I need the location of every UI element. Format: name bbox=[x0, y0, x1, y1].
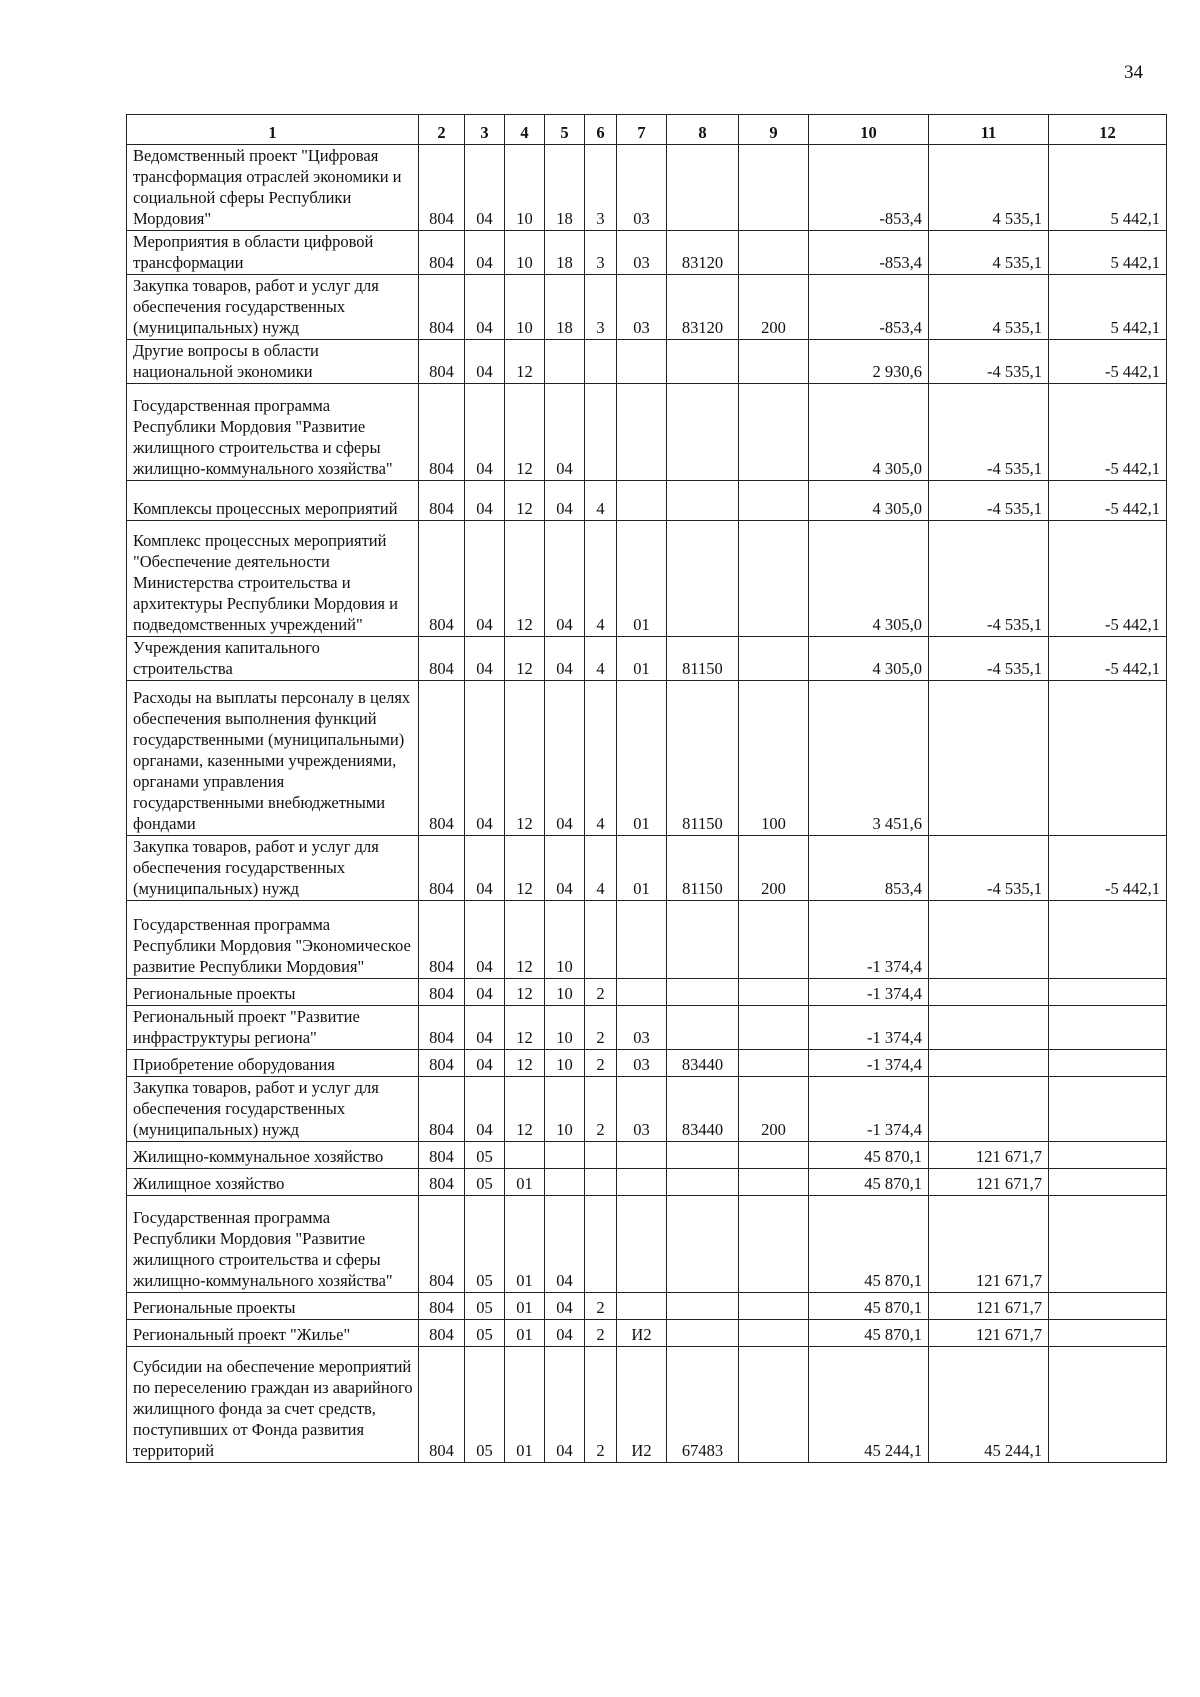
col-2-cell: 804 bbox=[419, 836, 465, 901]
col-10-cell: -1 374,4 bbox=[809, 1006, 929, 1050]
col-3-cell: 04 bbox=[465, 681, 505, 836]
col-10-cell: -1 374,4 bbox=[809, 1077, 929, 1142]
col-4-cell: 12 bbox=[505, 481, 545, 521]
col-10-cell: 4 305,0 bbox=[809, 521, 929, 637]
col-10-cell: 45 870,1 bbox=[809, 1142, 929, 1169]
col-2-cell: 804 bbox=[419, 1347, 465, 1463]
col-4-cell: 10 bbox=[505, 275, 545, 340]
table-row bbox=[127, 384, 1167, 481]
col-11-cell bbox=[929, 1006, 1049, 1050]
col-9-cell bbox=[739, 1169, 809, 1196]
col-11-cell bbox=[929, 901, 1049, 979]
col-8-cell: 83120 bbox=[667, 231, 739, 275]
col-2-cell: 804 bbox=[419, 481, 465, 521]
col-6-cell: 2 bbox=[585, 1077, 617, 1142]
col-9-cell bbox=[739, 481, 809, 521]
col-4-cell: 12 bbox=[505, 521, 545, 637]
col-4-cell: 12 bbox=[505, 681, 545, 836]
col-3-cell: 04 bbox=[465, 979, 505, 1006]
col-9-cell bbox=[739, 1006, 809, 1050]
col-2-cell: 804 bbox=[419, 901, 465, 979]
budget-table bbox=[126, 114, 1167, 1463]
table-row bbox=[127, 637, 1167, 681]
col-7-cell: 03 bbox=[617, 275, 667, 340]
column-header-10: 10 bbox=[809, 115, 929, 145]
col-10-cell: -1 374,4 bbox=[809, 901, 929, 979]
col-7-cell: 03 bbox=[617, 1050, 667, 1077]
col-2-cell: 804 bbox=[419, 1006, 465, 1050]
col-9-cell bbox=[739, 231, 809, 275]
col-8-cell bbox=[667, 901, 739, 979]
col-9-cell bbox=[739, 979, 809, 1006]
col-3-cell: 04 bbox=[465, 521, 505, 637]
col-5-cell: 04 bbox=[545, 1293, 585, 1320]
col-4-cell: 12 bbox=[505, 384, 545, 481]
col-5-cell: 18 bbox=[545, 275, 585, 340]
col-9-cell bbox=[739, 1142, 809, 1169]
col-6-cell bbox=[585, 901, 617, 979]
col-12-cell bbox=[1049, 1006, 1167, 1050]
col-11-cell: 121 671,7 bbox=[929, 1196, 1049, 1293]
table-row bbox=[127, 979, 1167, 1006]
col-7-cell bbox=[617, 481, 667, 521]
col-10-cell: 45 244,1 bbox=[809, 1347, 929, 1463]
header-row bbox=[127, 115, 1167, 145]
col-3-cell: 05 bbox=[465, 1320, 505, 1347]
col-9-cell bbox=[739, 1347, 809, 1463]
col-12-cell bbox=[1049, 1196, 1167, 1293]
table-row bbox=[127, 1347, 1167, 1463]
col-3-cell: 05 bbox=[465, 1293, 505, 1320]
col-12-cell bbox=[1049, 1050, 1167, 1077]
col-7-cell bbox=[617, 1169, 667, 1196]
col-8-cell: 81150 bbox=[667, 836, 739, 901]
col-11-cell: -4 535,1 bbox=[929, 521, 1049, 637]
col-3-cell: 04 bbox=[465, 275, 505, 340]
col-12-cell bbox=[1049, 1169, 1167, 1196]
col-3-cell: 04 bbox=[465, 1050, 505, 1077]
col-7-cell: И2 bbox=[617, 1347, 667, 1463]
col-12-cell bbox=[1049, 1293, 1167, 1320]
table-row bbox=[127, 1006, 1167, 1050]
col-4-cell: 12 bbox=[505, 836, 545, 901]
col-3-cell: 04 bbox=[465, 1006, 505, 1050]
table-row bbox=[127, 1196, 1167, 1293]
col-3-cell: 05 bbox=[465, 1196, 505, 1293]
col-10-cell: 45 870,1 bbox=[809, 1196, 929, 1293]
col-9-cell bbox=[739, 1293, 809, 1320]
col-10-cell: 853,4 bbox=[809, 836, 929, 901]
col-3-cell: 04 bbox=[465, 340, 505, 384]
item-name-cell: Региональный проект "Развитие инфраструктуры региона" bbox=[127, 1006, 419, 1050]
col-11-cell: -4 535,1 bbox=[929, 836, 1049, 901]
col-10-cell: 4 305,0 bbox=[809, 637, 929, 681]
col-5-cell: 04 bbox=[545, 1320, 585, 1347]
col-2-cell: 804 bbox=[419, 1293, 465, 1320]
table-row bbox=[127, 481, 1167, 521]
col-2-cell: 804 bbox=[419, 384, 465, 481]
col-6-cell: 4 bbox=[585, 836, 617, 901]
col-5-cell: 04 bbox=[545, 384, 585, 481]
column-header-4: 4 bbox=[505, 115, 545, 145]
col-2-cell: 804 bbox=[419, 1077, 465, 1142]
col-2-cell: 804 bbox=[419, 1320, 465, 1347]
col-5-cell: 10 bbox=[545, 1050, 585, 1077]
item-name-cell: Государственная программа Республики Мордовия "Развитие жилищного строительства и сферы жилищно-коммунального хозяйства" bbox=[127, 384, 419, 481]
item-name-cell: Ведомственный проект "Цифровая трансформация отраслей экономики и социальной сферы Республики Мордовия" bbox=[127, 145, 419, 231]
col-4-cell: 12 bbox=[505, 340, 545, 384]
col-11-cell bbox=[929, 681, 1049, 836]
col-8-cell bbox=[667, 1196, 739, 1293]
table-row bbox=[127, 1320, 1167, 1347]
col-3-cell: 04 bbox=[465, 384, 505, 481]
col-5-cell: 04 bbox=[545, 481, 585, 521]
col-2-cell: 804 bbox=[419, 275, 465, 340]
col-7-cell bbox=[617, 901, 667, 979]
col-11-cell bbox=[929, 1050, 1049, 1077]
col-3-cell: 04 bbox=[465, 836, 505, 901]
col-4-cell: 01 bbox=[505, 1347, 545, 1463]
col-8-cell: 83440 bbox=[667, 1050, 739, 1077]
table-row bbox=[127, 521, 1167, 637]
col-6-cell: 2 bbox=[585, 1347, 617, 1463]
col-9-cell bbox=[739, 145, 809, 231]
col-2-cell: 804 bbox=[419, 1196, 465, 1293]
col-8-cell bbox=[667, 1293, 739, 1320]
col-8-cell bbox=[667, 521, 739, 637]
col-5-cell: 18 bbox=[545, 231, 585, 275]
col-11-cell: -4 535,1 bbox=[929, 340, 1049, 384]
col-9-cell bbox=[739, 1050, 809, 1077]
col-10-cell: -1 374,4 bbox=[809, 1050, 929, 1077]
col-3-cell: 04 bbox=[465, 145, 505, 231]
col-10-cell: 4 305,0 bbox=[809, 384, 929, 481]
col-12-cell: 5 442,1 bbox=[1049, 231, 1167, 275]
table-row bbox=[127, 836, 1167, 901]
table-row bbox=[127, 681, 1167, 836]
col-4-cell: 12 bbox=[505, 979, 545, 1006]
col-4-cell: 01 bbox=[505, 1196, 545, 1293]
col-11-cell: 45 244,1 bbox=[929, 1347, 1049, 1463]
col-4-cell: 01 bbox=[505, 1320, 545, 1347]
col-7-cell: 03 bbox=[617, 231, 667, 275]
col-8-cell: 83120 bbox=[667, 275, 739, 340]
col-5-cell: 10 bbox=[545, 1077, 585, 1142]
col-5-cell: 10 bbox=[545, 1006, 585, 1050]
col-2-cell: 804 bbox=[419, 1050, 465, 1077]
page-number: 34 bbox=[1124, 62, 1143, 83]
col-8-cell: 81150 bbox=[667, 637, 739, 681]
table-row bbox=[127, 1050, 1167, 1077]
column-header-7: 7 bbox=[617, 115, 667, 145]
col-5-cell: 04 bbox=[545, 1196, 585, 1293]
col-7-cell bbox=[617, 1293, 667, 1320]
col-2-cell: 804 bbox=[419, 340, 465, 384]
col-11-cell: 121 671,7 bbox=[929, 1320, 1049, 1347]
col-11-cell: 4 535,1 bbox=[929, 231, 1049, 275]
col-4-cell: 12 bbox=[505, 901, 545, 979]
col-6-cell bbox=[585, 1142, 617, 1169]
item-name-cell: Комплексы процессных мероприятий bbox=[127, 481, 419, 521]
col-12-cell bbox=[1049, 901, 1167, 979]
item-name-cell: Государственная программа Республики Мордовия "Экономическое развитие Республики Мордовия" bbox=[127, 901, 419, 979]
col-3-cell: 05 bbox=[465, 1169, 505, 1196]
col-7-cell: И2 bbox=[617, 1320, 667, 1347]
col-10-cell: 2 930,6 bbox=[809, 340, 929, 384]
item-name-cell: Закупка товаров, работ и услуг для обеспечения государственных (муниципальных) нужд bbox=[127, 275, 419, 340]
column-header-1: 1 bbox=[127, 115, 419, 145]
table-row bbox=[127, 340, 1167, 384]
col-3-cell: 05 bbox=[465, 1347, 505, 1463]
col-10-cell: -853,4 bbox=[809, 231, 929, 275]
col-8-cell bbox=[667, 481, 739, 521]
col-11-cell bbox=[929, 979, 1049, 1006]
column-header-11: 11 bbox=[929, 115, 1049, 145]
col-12-cell: -5 442,1 bbox=[1049, 836, 1167, 901]
col-7-cell: 01 bbox=[617, 681, 667, 836]
col-12-cell: -5 442,1 bbox=[1049, 384, 1167, 481]
col-3-cell: 05 bbox=[465, 1142, 505, 1169]
col-12-cell: 5 442,1 bbox=[1049, 145, 1167, 231]
col-9-cell bbox=[739, 1196, 809, 1293]
col-9-cell: 100 bbox=[739, 681, 809, 836]
col-8-cell bbox=[667, 340, 739, 384]
col-9-cell: 200 bbox=[739, 1077, 809, 1142]
table-row bbox=[127, 231, 1167, 275]
col-11-cell: 4 535,1 bbox=[929, 145, 1049, 231]
col-2-cell: 804 bbox=[419, 145, 465, 231]
col-5-cell: 04 bbox=[545, 1347, 585, 1463]
col-6-cell: 4 bbox=[585, 481, 617, 521]
col-12-cell bbox=[1049, 681, 1167, 836]
col-6-cell: 2 bbox=[585, 1293, 617, 1320]
item-name-cell: Субсидии на обеспечение мероприятий по переселению граждан из аварийного жилищного фонда за счет средств, поступивших от Фонда развития территорий bbox=[127, 1347, 419, 1463]
col-7-cell: 03 bbox=[617, 1077, 667, 1142]
col-8-cell bbox=[667, 1006, 739, 1050]
col-5-cell: 04 bbox=[545, 637, 585, 681]
col-9-cell bbox=[739, 637, 809, 681]
col-8-cell bbox=[667, 1169, 739, 1196]
col-12-cell: -5 442,1 bbox=[1049, 637, 1167, 681]
col-7-cell: 01 bbox=[617, 836, 667, 901]
col-5-cell: 18 bbox=[545, 145, 585, 231]
col-7-cell bbox=[617, 1142, 667, 1169]
col-4-cell: 01 bbox=[505, 1169, 545, 1196]
col-12-cell bbox=[1049, 1320, 1167, 1347]
col-7-cell bbox=[617, 1196, 667, 1293]
col-10-cell: -853,4 bbox=[809, 145, 929, 231]
col-2-cell: 804 bbox=[419, 681, 465, 836]
col-3-cell: 04 bbox=[465, 901, 505, 979]
col-6-cell: 4 bbox=[585, 637, 617, 681]
col-8-cell: 67483 bbox=[667, 1347, 739, 1463]
col-8-cell bbox=[667, 145, 739, 231]
col-4-cell bbox=[505, 1142, 545, 1169]
item-name-cell: Комплекс процессных мероприятий "Обеспечение деятельности Министерства строительства и архитектуры Республики Мордовия и подведомственных учреждений" bbox=[127, 521, 419, 637]
col-5-cell bbox=[545, 1169, 585, 1196]
col-5-cell bbox=[545, 1142, 585, 1169]
col-2-cell: 804 bbox=[419, 231, 465, 275]
column-header-8: 8 bbox=[667, 115, 739, 145]
col-12-cell bbox=[1049, 1142, 1167, 1169]
col-6-cell: 4 bbox=[585, 681, 617, 836]
column-header-3: 3 bbox=[465, 115, 505, 145]
col-9-cell: 200 bbox=[739, 836, 809, 901]
col-12-cell bbox=[1049, 1347, 1167, 1463]
col-10-cell: 3 451,6 bbox=[809, 681, 929, 836]
col-5-cell: 04 bbox=[545, 521, 585, 637]
table-row bbox=[127, 145, 1167, 231]
col-4-cell: 12 bbox=[505, 1006, 545, 1050]
col-11-cell: 4 535,1 bbox=[929, 275, 1049, 340]
column-header-6: 6 bbox=[585, 115, 617, 145]
col-11-cell: -4 535,1 bbox=[929, 637, 1049, 681]
col-6-cell: 3 bbox=[585, 231, 617, 275]
col-3-cell: 04 bbox=[465, 637, 505, 681]
col-12-cell: 5 442,1 bbox=[1049, 275, 1167, 340]
col-3-cell: 04 bbox=[465, 1077, 505, 1142]
col-10-cell: 45 870,1 bbox=[809, 1320, 929, 1347]
item-name-cell: Жилищное хозяйство bbox=[127, 1169, 419, 1196]
col-5-cell: 04 bbox=[545, 836, 585, 901]
col-10-cell: -1 374,4 bbox=[809, 979, 929, 1006]
item-name-cell: Учреждения капитального строительства bbox=[127, 637, 419, 681]
col-9-cell bbox=[739, 384, 809, 481]
item-name-cell: Региональные проекты bbox=[127, 979, 419, 1006]
col-6-cell: 3 bbox=[585, 145, 617, 231]
col-6-cell: 2 bbox=[585, 1006, 617, 1050]
item-name-cell: Региональные проекты bbox=[127, 1293, 419, 1320]
item-name-cell: Жилищно-коммунальное хозяйство bbox=[127, 1142, 419, 1169]
column-header-5: 5 bbox=[545, 115, 585, 145]
col-3-cell: 04 bbox=[465, 481, 505, 521]
item-name-cell: Закупка товаров, работ и услуг для обеспечения государственных (муниципальных) нужд bbox=[127, 1077, 419, 1142]
table-row bbox=[127, 1077, 1167, 1142]
col-8-cell bbox=[667, 979, 739, 1006]
col-12-cell: -5 442,1 bbox=[1049, 340, 1167, 384]
col-11-cell: -4 535,1 bbox=[929, 384, 1049, 481]
col-6-cell: 2 bbox=[585, 1320, 617, 1347]
col-10-cell: 4 305,0 bbox=[809, 481, 929, 521]
column-header-2: 2 bbox=[419, 115, 465, 145]
col-4-cell: 10 bbox=[505, 231, 545, 275]
item-name-cell: Расходы на выплаты персоналу в целях обеспечения выполнения функций государственными (муниципальными) органами, казенными учреждениями, органами управления государственными внебюджетными фондами bbox=[127, 681, 419, 836]
col-8-cell: 81150 bbox=[667, 681, 739, 836]
col-4-cell: 12 bbox=[505, 637, 545, 681]
col-8-cell bbox=[667, 1320, 739, 1347]
col-11-cell: 121 671,7 bbox=[929, 1169, 1049, 1196]
col-10-cell: -853,4 bbox=[809, 275, 929, 340]
col-7-cell bbox=[617, 384, 667, 481]
col-6-cell bbox=[585, 1169, 617, 1196]
item-name-cell: Закупка товаров, работ и услуг для обеспечения государственных (муниципальных) нужд bbox=[127, 836, 419, 901]
col-2-cell: 804 bbox=[419, 1169, 465, 1196]
col-7-cell: 01 bbox=[617, 637, 667, 681]
col-6-cell bbox=[585, 340, 617, 384]
col-9-cell bbox=[739, 1320, 809, 1347]
col-5-cell: 10 bbox=[545, 979, 585, 1006]
col-2-cell: 804 bbox=[419, 979, 465, 1006]
col-12-cell: -5 442,1 bbox=[1049, 521, 1167, 637]
col-6-cell bbox=[585, 384, 617, 481]
col-5-cell bbox=[545, 340, 585, 384]
item-name-cell: Региональный проект "Жилье" bbox=[127, 1320, 419, 1347]
col-10-cell: 45 870,1 bbox=[809, 1293, 929, 1320]
table-row bbox=[127, 275, 1167, 340]
col-9-cell bbox=[739, 340, 809, 384]
col-8-cell bbox=[667, 1142, 739, 1169]
col-6-cell: 4 bbox=[585, 521, 617, 637]
col-9-cell bbox=[739, 521, 809, 637]
col-7-cell: 03 bbox=[617, 145, 667, 231]
item-name-cell: Государственная программа Республики Мордовия "Развитие жилищного строительства и сферы жилищно-коммунального хозяйства" bbox=[127, 1196, 419, 1293]
col-3-cell: 04 bbox=[465, 231, 505, 275]
col-12-cell bbox=[1049, 1077, 1167, 1142]
col-8-cell: 83440 bbox=[667, 1077, 739, 1142]
col-12-cell bbox=[1049, 979, 1167, 1006]
table-row bbox=[127, 901, 1167, 979]
col-2-cell: 804 bbox=[419, 637, 465, 681]
col-6-cell: 2 bbox=[585, 979, 617, 1006]
item-name-cell: Приобретение оборудования bbox=[127, 1050, 419, 1077]
col-2-cell: 804 bbox=[419, 1142, 465, 1169]
col-4-cell: 12 bbox=[505, 1077, 545, 1142]
col-10-cell: 45 870,1 bbox=[809, 1169, 929, 1196]
table-row bbox=[127, 1142, 1167, 1169]
column-header-12: 12 bbox=[1049, 115, 1167, 145]
col-4-cell: 10 bbox=[505, 145, 545, 231]
col-11-cell: -4 535,1 bbox=[929, 481, 1049, 521]
col-11-cell: 121 671,7 bbox=[929, 1142, 1049, 1169]
col-9-cell: 200 bbox=[739, 275, 809, 340]
item-name-cell: Другие вопросы в области национальной экономики bbox=[127, 340, 419, 384]
col-6-cell: 2 bbox=[585, 1050, 617, 1077]
col-2-cell: 804 bbox=[419, 521, 465, 637]
col-7-cell: 01 bbox=[617, 521, 667, 637]
col-5-cell: 10 bbox=[545, 901, 585, 979]
item-name-cell: Мероприятия в области цифровой трансформации bbox=[127, 231, 419, 275]
col-6-cell: 3 bbox=[585, 275, 617, 340]
col-7-cell bbox=[617, 340, 667, 384]
col-12-cell: -5 442,1 bbox=[1049, 481, 1167, 521]
col-6-cell bbox=[585, 1196, 617, 1293]
col-5-cell: 04 bbox=[545, 681, 585, 836]
column-header-9: 9 bbox=[739, 115, 809, 145]
col-11-cell bbox=[929, 1077, 1049, 1142]
col-7-cell bbox=[617, 979, 667, 1006]
col-9-cell bbox=[739, 901, 809, 979]
col-4-cell: 12 bbox=[505, 1050, 545, 1077]
col-7-cell: 03 bbox=[617, 1006, 667, 1050]
table-row bbox=[127, 1293, 1167, 1320]
col-8-cell bbox=[667, 384, 739, 481]
col-11-cell: 121 671,7 bbox=[929, 1293, 1049, 1320]
table-row bbox=[127, 1169, 1167, 1196]
col-4-cell: 01 bbox=[505, 1293, 545, 1320]
